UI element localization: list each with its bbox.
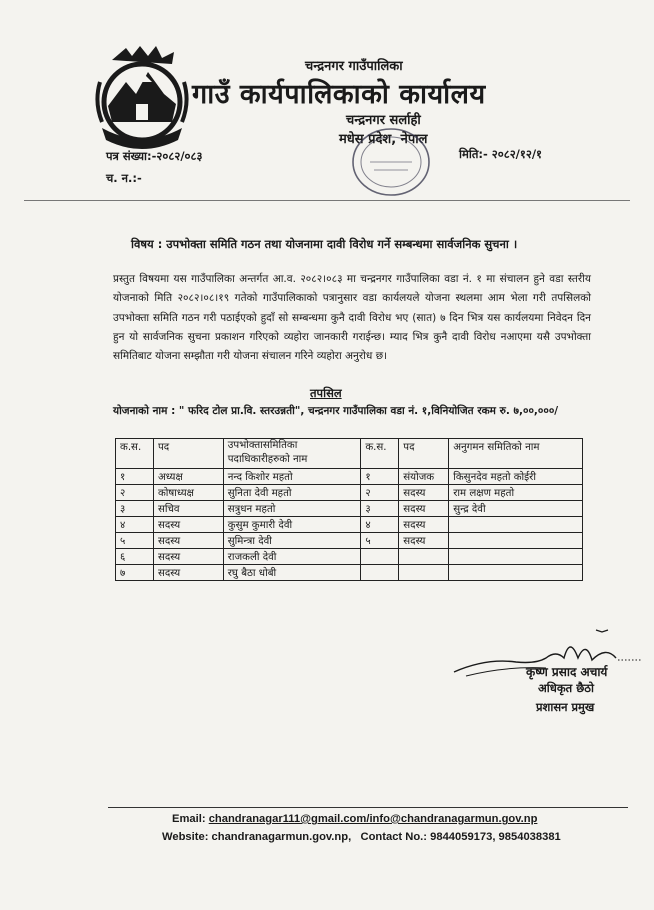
table-row <box>116 517 583 533</box>
committee-table <box>115 438 583 581</box>
cell-sn-2: ४ <box>361 517 399 533</box>
address-line-2: मधेस प्रदेश, नेपाल <box>339 132 428 147</box>
subject-line: विषय : उपभोक्ता समिति गठन तथा योजनामा दावी विरोध गर्ने सम्बन्धमा सार्वजनिक सुचना । <box>131 237 518 251</box>
website-link[interactable]: chandranagarmun.gov.np <box>211 831 349 843</box>
cell-sn: ३ <box>116 501 154 517</box>
header-divider <box>24 200 630 201</box>
signatory-office: प्रशासन प्रमुख <box>536 700 595 714</box>
cell-sn: १ <box>116 469 154 485</box>
table-header-row <box>116 439 583 469</box>
nepal-emblem-icon <box>92 42 192 152</box>
project-name-line: योजनाको नाम : " फरिद टोल प्रा.वि. स्तरउन्नती", चन्द्रनगर गाउँपालिका वडा नं. १,विनियोजित रकम रु. ७,००,०००/ <box>113 405 559 417</box>
cell-post-2: सदस्य <box>399 517 449 533</box>
footer-divider <box>108 807 628 808</box>
cell-sn: ७ <box>116 565 154 581</box>
office-title: गाउँ कार्यपालिकाको कार्यालय <box>192 79 486 110</box>
col-header-monitoring-names: अनुगमन समितिको नाम <box>449 439 583 469</box>
cell-post-2: सदस्य <box>399 533 449 549</box>
col-header-post: पद <box>153 439 223 469</box>
cell-sn-2: १ <box>361 469 399 485</box>
cell-monitor-name <box>449 549 583 565</box>
cell-member-name: सुनिता देवी महतो <box>223 485 361 501</box>
cell-post: सदस्य <box>153 533 223 549</box>
cell-monitor-name: राम लक्षण महतो <box>449 485 583 501</box>
cell-post: कोषाध्यक्ष <box>153 485 223 501</box>
cell-sn: ६ <box>116 549 154 565</box>
email-link[interactable]: chandranagar111@gmail.com/info@chandranagarmun.gov.np <box>208 813 538 825</box>
notice-body: प्रस्तुत विषयमा यस गाउँपालिका अन्तर्गत आ.व. २०८२।०८३ मा चन्द्रनगर गाउँपालिका वडा नं. १ मा संचालन हुने वडा स्तरीय योजनाको मिति २०८२।०८।१९ गतेको गाउँपालिकाको पत्रानुसार वडा कार्यलयले योजना स्थलमा आम भेला गरी तपसिलको उपभोक्ता समिति गठन गरी पठाईएको हुदाँ सो सम्बन्धमा कुनै दावी विरोध भए (सात) ७ दिन भित्र यस कार्यलयमा निवेदन दिन हुन यो सार्वजनिक सुचना प्रकाशन गरिएको व्यहोरा जानकारी गराईन्छ। म्याद भित्र कुनै दावी विरोध नआएमा यसै उपभोक्ता समितिबाट योजना सम्झौता गरी योजना संचालन गरिने व्यहोरा अनुरोध छ। <box>113 273 591 363</box>
cell-post: सचिव <box>153 501 223 517</box>
email-label: Email: <box>172 813 206 825</box>
table-row <box>116 549 583 565</box>
address-line-1: चन्द्रनगर सर्लाही <box>346 113 421 128</box>
cell-member-name: सत्रुधन महतो <box>223 501 361 517</box>
cell-sn-2 <box>361 549 399 565</box>
cell-sn: २ <box>116 485 154 501</box>
cell-post: सदस्य <box>153 517 223 533</box>
table-row <box>116 565 583 581</box>
website-label: Website: <box>162 831 209 843</box>
cell-member-name: सुमिन्त्रा देवी <box>223 533 361 549</box>
col-header-sn-2: क.स. <box>361 439 399 469</box>
table-row <box>116 469 583 485</box>
footer-email-line <box>172 813 537 825</box>
cell-post-2: सदस्य <box>399 485 449 501</box>
signatory-name: कृष्ण प्रसाद अचार्य <box>526 665 608 679</box>
cell-sn-2 <box>361 565 399 581</box>
cell-member-name: नन्द किशोर महतो <box>223 469 361 485</box>
contact-label: Contact No.: <box>360 831 428 843</box>
cell-sn-2: ३ <box>361 501 399 517</box>
cell-post-2 <box>399 549 449 565</box>
cell-post-2: संयोजक <box>399 469 449 485</box>
reference-number: पत्र संख्या:-२०८२/०८३ <box>106 149 203 163</box>
cell-monitor-name <box>449 565 583 581</box>
col-header-committee-names: उपभोक्तासमितिका पदाधिकारीहरुको नाम <box>223 439 361 469</box>
cell-post-2 <box>399 565 449 581</box>
signatory-title: अधिकृत छैठो <box>538 681 594 695</box>
municipality-name: चन्द्रनगर गाउँपालिका <box>305 59 403 74</box>
cell-post: सदस्य <box>153 565 223 581</box>
cell-post: अध्यक्ष <box>153 469 223 485</box>
dispatch-number: च. न.:- <box>106 171 142 185</box>
cell-member-name: कुसुम कुमारी देवी <box>223 517 361 533</box>
footer-website-line: Website: chandranagarmun.gov.np, Contact No.: 9844059173, 9854038381 <box>162 831 561 843</box>
details-heading: तपसिल <box>310 386 342 400</box>
table-row <box>116 485 583 501</box>
cell-monitor-name: सुन्द्र देवी <box>449 501 583 517</box>
cell-monitor-name: किसुनदेव महतो कोईरी <box>449 469 583 485</box>
cell-member-name: रघु बैठा धोबी <box>223 565 361 581</box>
table-row <box>116 501 583 517</box>
cell-sn-2: २ <box>361 485 399 501</box>
letter-date: मिति:- २०८२/१२/१ <box>459 147 543 161</box>
cell-sn: ५ <box>116 533 154 549</box>
col-header-post-2: पद <box>399 439 449 469</box>
office-stamp-icon <box>350 126 432 198</box>
cell-member-name: राजकली देवी <box>223 549 361 565</box>
cell-post: सदस्य <box>153 549 223 565</box>
cell-sn: ४ <box>116 517 154 533</box>
cell-monitor-name <box>449 533 583 549</box>
col-header-sn: क.स. <box>116 439 154 469</box>
cell-monitor-name <box>449 517 583 533</box>
table-row <box>116 533 583 549</box>
cell-post-2: सदस्य <box>399 501 449 517</box>
cell-sn-2: ५ <box>361 533 399 549</box>
contact-value: 9844059173, 9854038381 <box>430 831 561 843</box>
